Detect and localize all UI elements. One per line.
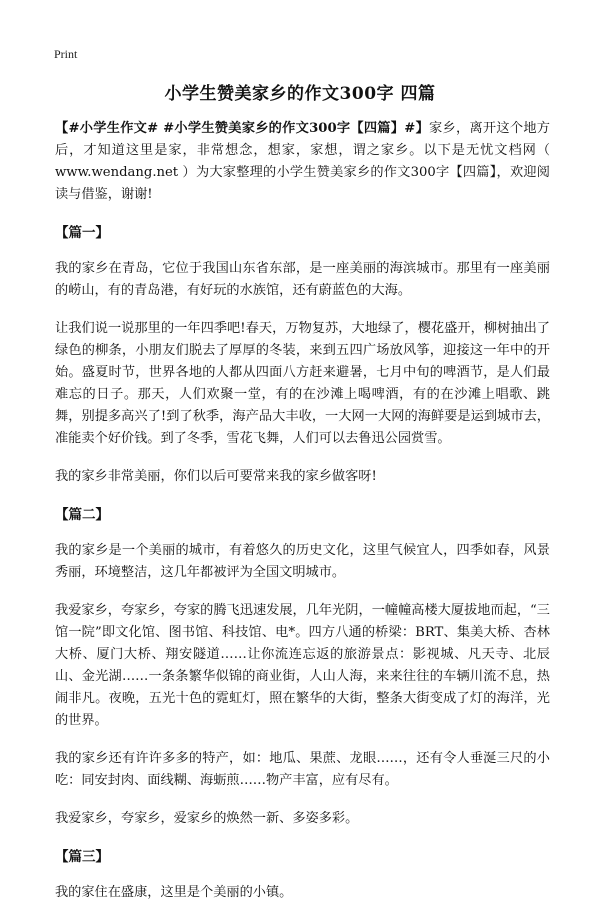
paragraph: 我的家乡是一个美丽的城市，有着悠久的历史文化，这里气候宜人，四季如春，风景秀丽，环境整洁，这几年都被评为全国文明城市。 — [55, 543, 550, 580]
intro-bold-prefix: 【#小学生作文# #小学生赞美家乡的作文300字【四篇】#】 — [55, 121, 430, 136]
document-body — [55, 118, 550, 920]
paragraph: 我的家乡在青岛，它位于我国山东省东部，是一座美丽的海滨城市。那里有一座美丽的崂山，有的青岛港，有好玩的水族馆，还有蔚蓝色的大海。 — [55, 261, 550, 298]
paragraph: 我爱家乡，夸家乡，夸家的腾飞迅速发展，几年光阴，一幢幢高楼大厦拔地而起，“三馆一院”即文化馆、图书馆、科技馆、电*。四方八通的桥梁：BRT、集美大桥、杏林大桥、厦门大桥、翔安隧道……让你流连忘返的旅游景点：影视城、凡天寺、北辰山、金光湖……一条条繁华似锦的商业街，人山人海，来来往往的车辆川流不息，热闹非凡。夜晚，五光十色的霓虹灯，照在繁华的大街，整条大街变成了灯的海洋，光的世界。 — [55, 603, 550, 728]
paragraph: 让我们说一说那里的一年四季吧!春天，万物复苏，大地绿了，樱花盛开，柳树抽出了绿色的柳条，小朋友们脱去了厚厚的冬装，来到五四广场放风筝，迎接这一年中的开始。盛夏时节，世界各地的人都从四面八方赶来避暑，七月中旬的啤酒节，是人们最难忘的日子。那天，人们欢聚一堂，有的在沙滩上喝啤酒，有的在沙滩上唱歌、跳舞，别提多高兴了!到了秋季，海产品大丰收，一大网一大网的海鲜要是运到城市去，准能卖个好价钱。到了冬季，雪花飞舞，人们可以去鲁迅公园赏雪。 — [55, 321, 550, 446]
paragraph: 我的家乡还有许许多多的特产，如：地瓜、果蔗、龙眼……，还有令人垂涎三尺的小吃：同安封肉、面线糊、海蛎煎……物产丰富，应有尽有。 — [55, 751, 550, 788]
section-heading: 【篇一】 — [55, 225, 109, 241]
paragraph: 我爱家乡，夸家乡，爱家乡的焕然一新、多姿多彩。 — [55, 811, 359, 826]
document-title: 小学生赞美家乡的作文300字 四篇 — [164, 84, 436, 104]
intro-paragraph — [55, 118, 550, 206]
paragraph: 我的家乡非常美丽，你们以后可要常来我的家乡做客呀! — [55, 469, 377, 484]
section-heading: 【篇二】 — [55, 507, 109, 523]
intro-text: 家乡，离开这个地方后，才知道这里是家，非常想念，想家，家想，谓之家乡。以下是无忧文档网（ www.wendang.net ）为大家整理的小学生赞美家乡的作文300字【四篇】，欢迎阅读与借鉴，谢谢! — [55, 121, 550, 202]
print-label: Print — [54, 47, 78, 61]
paragraph: 我的家住在盛康，这里是个美丽的小镇。 — [55, 885, 293, 900]
section-heading: 【篇三】 — [55, 849, 109, 865]
